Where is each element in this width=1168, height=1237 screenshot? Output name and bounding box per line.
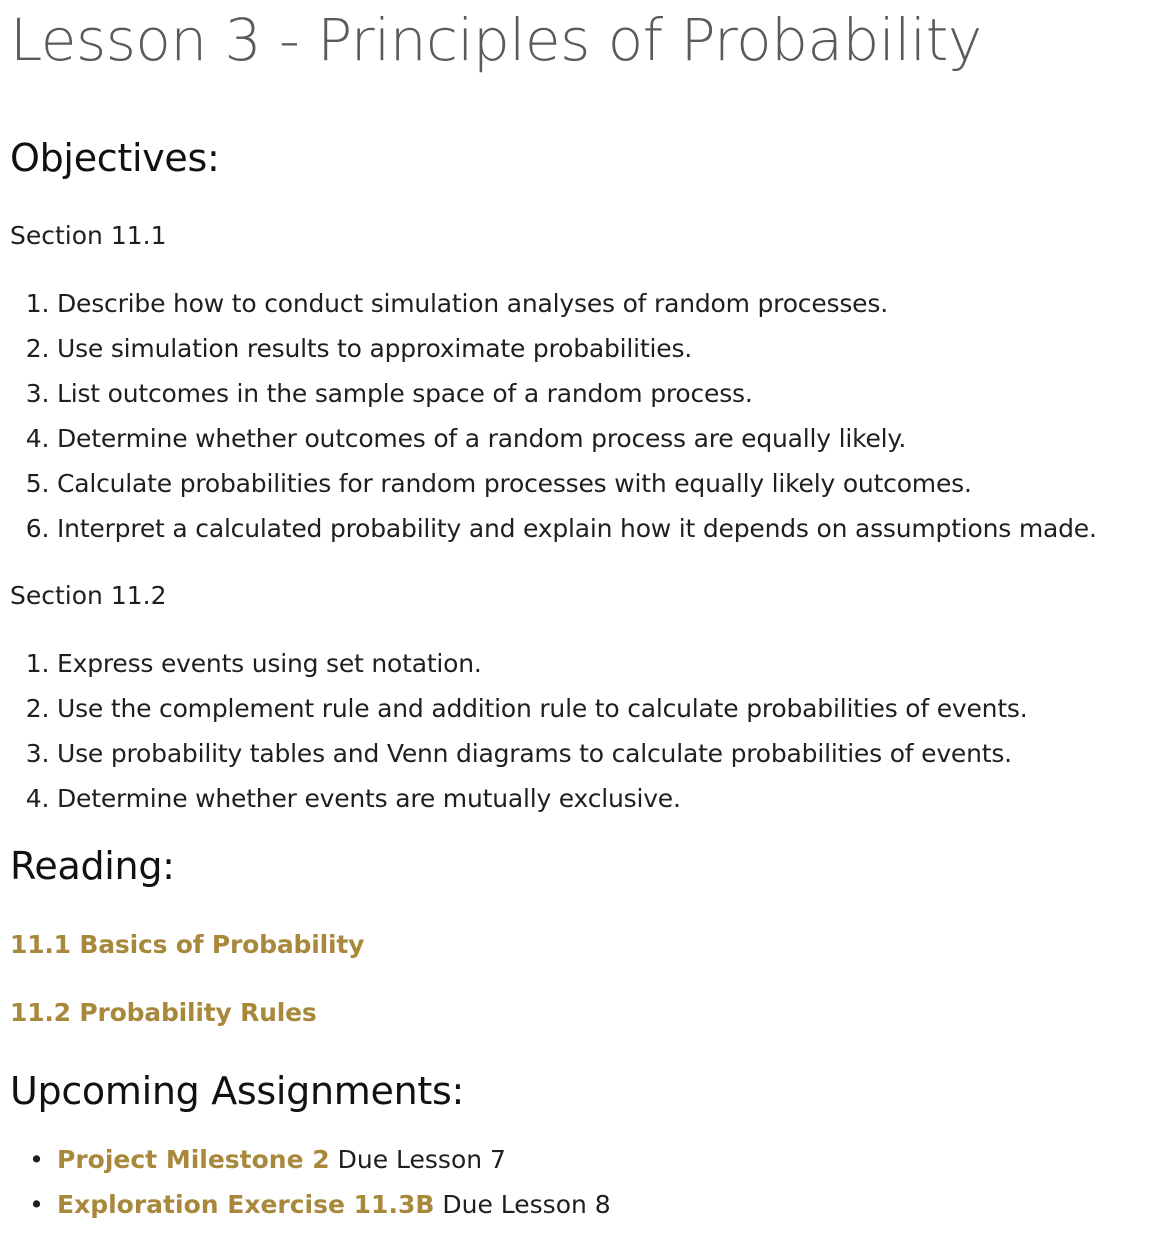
objective-text: Use simulation results to approximate probabilities. <box>57 334 693 363</box>
list-item: 4. Determine whether events are mutually exclusive. <box>25 784 681 813</box>
page-title: Lesson 3 - Principles of Probability <box>10 6 982 74</box>
assignment-link-project-milestone-2[interactable]: Project Milestone 2 <box>57 1145 330 1174</box>
reading-link-11-1[interactable]: 11.1 Basics of Probability <box>10 930 365 959</box>
reading-heading: Reading: <box>10 844 175 888</box>
objective-text: Express events using set notation. <box>57 649 482 678</box>
objective-text: Use probability tables and Venn diagrams to calculate probabilities of events. <box>57 739 1012 768</box>
assignment-due: Due Lesson 7 <box>337 1145 506 1174</box>
assignment-due: Due Lesson 8 <box>442 1190 611 1219</box>
list-item: 3. Use probability tables and Venn diagrams to calculate probabilities of events. <box>25 739 1012 768</box>
list-item: 3. List outcomes in the sample space of a random process. <box>25 379 753 408</box>
section-11-2-label: Section 11.2 <box>10 581 167 610</box>
assignment-link-exploration-exercise[interactable]: Exploration Exercise 11.3B <box>57 1190 435 1219</box>
list-item <box>10 1182 611 1227</box>
section-11-2-objectives-list <box>10 641 1028 821</box>
list-item: 6. Interpret a calculated probability and explain how it depends on assumptions made. <box>25 514 1097 543</box>
objective-text: Determine whether events are mutually exclusive. <box>57 784 681 813</box>
objective-text: Interpret a calculated probability and explain how it depends on assumptions made. <box>57 514 1097 543</box>
bullet-icon: • <box>29 1190 44 1219</box>
objectives-heading: Objectives: <box>10 136 220 180</box>
list-item: 2. Use simulation results to approximate probabilities. <box>25 334 693 363</box>
section-11-1-label: Section 11.1 <box>10 221 167 250</box>
list-item: 2. Use the complement rule and addition rule to calculate probabilities of events. <box>25 694 1028 723</box>
list-item: 1. Describe how to conduct simulation analyses of random processes. <box>25 289 888 318</box>
list-item <box>10 1137 611 1182</box>
bullet-icon: • <box>29 1145 44 1174</box>
upcoming-assignments-heading: Upcoming Assignments: <box>10 1069 464 1113</box>
list-item: 5. Calculate probabilities for random processes with equally likely outcomes. <box>25 469 972 498</box>
objective-text: Determine whether outcomes of a random process are equally likely. <box>57 424 907 453</box>
list-item: 4. Determine whether outcomes of a random process are equally likely. <box>25 424 907 453</box>
list-item: 1. Express events using set notation. <box>25 649 482 678</box>
objective-text: List outcomes in the sample space of a random process. <box>57 379 753 408</box>
reading-link-11-2[interactable]: 11.2 Probability Rules <box>10 998 317 1027</box>
objective-text: Use the complement rule and addition rule to calculate probabilities of events. <box>57 694 1028 723</box>
objective-text: Calculate probabilities for random processes with equally likely outcomes. <box>57 469 972 498</box>
section-11-1-objectives-list <box>10 281 1097 551</box>
objective-text: Describe how to conduct simulation analyses of random processes. <box>57 289 888 318</box>
assignments-list <box>10 1137 611 1227</box>
